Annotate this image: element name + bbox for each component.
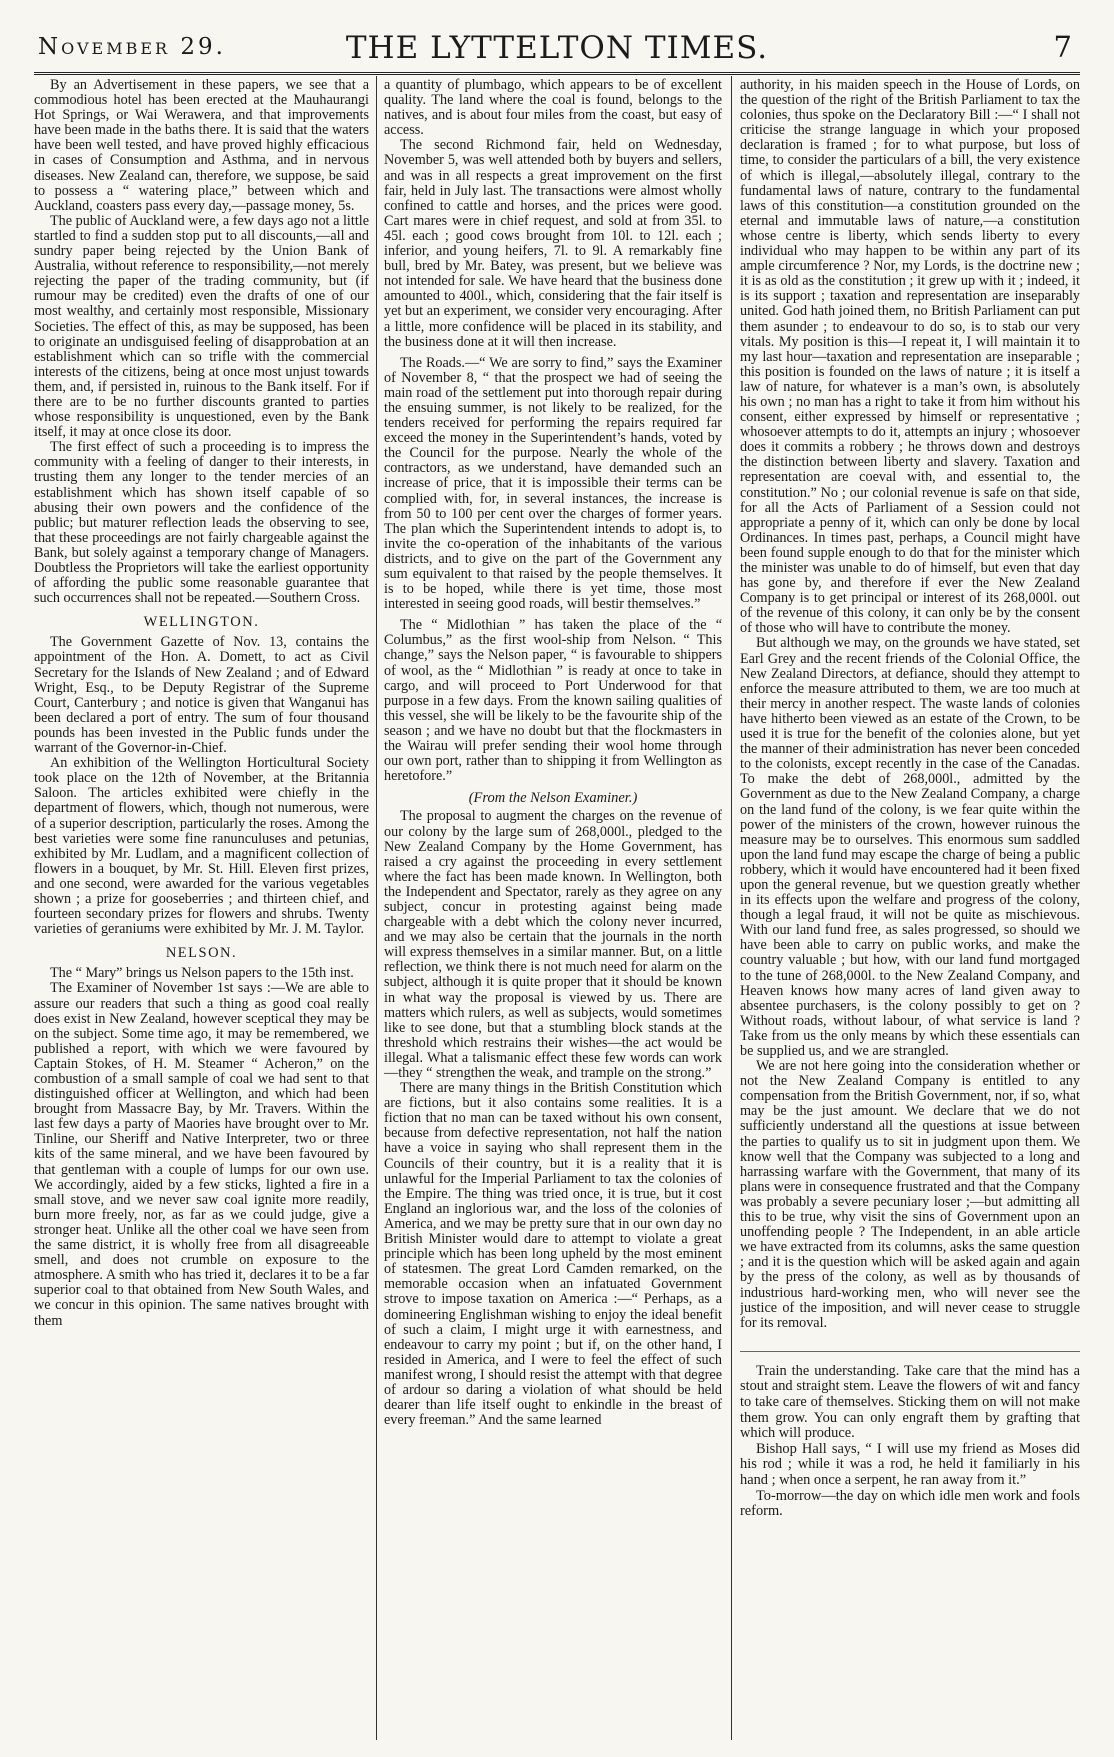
column-2	[384, 78, 722, 1738]
article-camden-continued: authority, in his maiden speech in the House of Lords, on the question of the right of the British Parliament to tax the colonies, thus spoke on the Declaratory Bill :—“ I shall not criticise the strange language in which your proposed declaration is framed ; for to what purpose, but loss of time, to consider the particulars of a bill, the very existence of which is illegal,—absolutely illegal, contrary to the fundamental laws of nature, contrary to the fundamental laws of this constitution—a constitution grounded on the eternal and immutable laws of nature,—a constitution whose centre is liberty, which sends liberty to every individual who may happen to be within any part of its ample circumference ? Nor, my Lords, is the doctrine new ; it is as old as the constitution ; it grew up with it ; indeed, it is its support ; taxation and representation are inseparably united. God hath joined them, no British Parliament can put them asunder ; to endeavour to do so, is to stab our very vitals. My position is this—I repeat it, I will maintain it to my last hour—taxation and representation are inseparable ; this position is founded on the laws of nature ; it is itself a law of nature, for whatever is a man’s own, is absolutely his own ; no man has a right to take it from him without his consent, either expressed by himself or representative ; whosoever attempts to do it, attempts an injury ; whosoever does it commits a robbery ; he throws down and destroys the distinction between liberty and slavery. Taxation and representation are coeval with, and essential to, the constitution.” No ; our colonial revenue is safe on that side, for all the Acts of Parliament of a Session could not appropriate a penny of it, which can only be done by local Ordinances. In times past, perhaps, a Council might have been found supple enough to do that for the minister which the minister was unable to do of himself, but even that day has gone by, and therefore if ever the New Zealand Company is to get principal or interest of its 268,000l. out of the revenue of this colony, it can only be by the consent of those who will have to contribute the money.	[740, 78, 1080, 637]
article-coal-continued: a quantity of plumbago, which appears to be of excellent quality. The land where the coal is found, belongs to the natives, and is about four miles from the coast, but easy of access.	[384, 78, 722, 139]
article-hot-springs: By an Advertisement in these papers, we see that a commodious hotel has been erected at the Mauhaurangi Hot Springs, or Wai Werawera, and that improvements have been made in the baths there. It is said that the waters have been well tested, and have proved highly efficacious in cases of Consumption and Asthma, and in nervous diseases. New Zealand can, therefore, we suppose, be said to possess a “ watering place,” between which and Auckland, coasters pass every day,—passage money, 5s.	[34, 78, 369, 214]
article-richmond-fair: The second Richmond fair, held on Wednesday, November 5, was well attended both by buyers and sellers, and was in all respects a great improvement on the first fair, held in July last. The transactions were almost wholly confined to cattle and horses, and the prices were good. Cart mares were in chief request, and sold at from 35l. to 45l. each ; good cows brought from 10l. to 12l. each ; inferior, and young heifers, 7l. to 9l. A remarkably fine bull, bred by Mr. Batey, was present, but we believe was not intended for sale. We have heard that the business done amounted to 400l., which, considering that the fair itself is yet but an experiment, we consider very encouraging. After a little, more confidence will be placed in its stability, and the business done at it will then increase.	[384, 137, 722, 350]
article-midlothian: The “ Midlothian ” has taken the place of the “ Columbus,” as the first wool-ship from Nelson. “ This change,” says the Nelson paper, “ is favourable to shippers of wool, as the “ Midlothian ” is ready at once to take in cargo, and will proceed to Port Underwood for that purpose in a few days. From the known sailing qualities of this vessel, she will be likely to be the favourite ship of the season ; and we have no doubt but that the flockmasters in the Wairau will prefer sending their wool home through our own port, rather than to shipping it from Wellington as heretofore.”	[384, 617, 722, 785]
section-heading-wellington: WELLINGTON.	[143, 614, 260, 631]
section-heading-nelson: NELSON.	[165, 945, 238, 962]
item-train-understanding: Train the understanding. Take care that the mind has a stout and straight stem. Leave the flowers of wit and fancy to take care of themselves. Sticking them on will not make them grow. You can only engraft them by grafting that which will produce.	[740, 1362, 1080, 1442]
masthead	[34, 28, 1080, 75]
column-1	[34, 78, 369, 1738]
short-items	[740, 1351, 1080, 1520]
column-3	[740, 78, 1080, 1738]
article-horticultural: An exhibition of the Wellington Horticultural Society took place on the 12th of November, at the Britannia Saloon. The articles exhibited were chiefly in the department of flowers, which, though not numerous, were of a superior description, particularly the roses. Among the best varieties were some fine ranunculuses and petunias, exhibited by Mr. Ludlam, and a magnificent collection of flowers in a bouquet, by Mr. St. Hill. Eleven first prizes, and one second, were awarded for the various vegetables shown ; a prize for gooseberries ; and thirteen chief, and fourteen secondary prizes for flowers and shrubs. Twenty varieties of geraniums were exhibited by Mr. J. M. Taylor.	[34, 755, 369, 938]
section-heading-examiner: (From the Nelson Examiner.)	[468, 790, 638, 807]
article-nelson-papers: The “ Mary” brings us Nelson papers to the 15th inst.	[50, 965, 354, 982]
article-bank: The public of Auckland were, a few days ago not a little startled to find a sudden stop put to all discounts,—all and sundry paper being rejected by the Union Bank of Australia, without reference to responsibility,—not merely rejecting the paper of the trading community, but (if rumour may be credited) even the drafts of one of our most wealthy, and certainly most responsible, Missionary Societies. The effect of this, as may be supposed, has been to originate an undisguised feeling of disapprobation at an establishment which can so trifle with the commercial interests of the citizens, being at once most unjust towards them, and, if persisted in, ruinous to the Bank itself. For if there are to be no further discounts granted to parties whose responsibility is unquestioned, even by the Bank itself, it may at once close its door.	[34, 212, 369, 441]
page-number: 7	[1053, 30, 1072, 64]
article-examiner-constitution: There are many things in the British Constitution which are fictions, but it also contains some realities. It is a fiction that no man can be taxed without his own consent, because from defective representation, not half the nation have a voice in saying who shall represent them in the Councils of their country, but it is a reality that it is unlawful for the Imperial Parliament to tax the colonies of the Empire. The thing was tried once, it is true, but it cost England an inglorious war, and the loss of the colonies of America, and we may be pretty sure that in our own day no British Minister would dare to attempt to violate a great principle which has been long upheld by the most eminent of statesmen. The great Lord Camden remarked, on the memorable occasion when an infatuated Government strove to impose taxation on America :—“ Perhaps, as a domineering Englishman wishing to enjoy the ideal benefit of such a claim, I might urge it with earnestness, and endeavour to carry my point ; but if, on the other hand, I resided in America, and I were to feel the effect of such manifest wrong, I should resist the attempt with that degree of ardour so daring a violation of what should be held dearer than life itself ought to enkindle in the breast of every freeman.” And the same learned	[384, 1080, 722, 1429]
article-roads: The Roads.—“ We are sorry to find,” says the Examiner of November 8, “ that the prospect we had of seeing the main road of the settlement put into thorough repair during the ensuing summer, is not likely to be realized, for the tenders received for performing the repairs required far exceed the money in the Superintendent’s hands, voted by the Council for the purpose. Nearly the whole of the contractors, as we understand, have demanded such an increase of price, that it is impossible their terms can be complied with, for, in several instances, the increase is from 50 to 100 per cent over the charges of former years. The plan which the Superintendent intends to adopt is, to invite the co-operation of the inhabitants of the various districts, and to give on the part of the Government any sum equivalent to that raised by the people themselves. It is to be hoped, while there is yet time, those most interested in seeing good roads, will bestir themselves.”	[384, 354, 722, 613]
item-bishop-hall: Bishop Hall says, “ I will use my friend as Moses did his rod ; while it was a rod, he held it familiarly in his hand ; when once a serpent, he ran away from it.”	[740, 1440, 1080, 1488]
item-to-morrow: To-morrow—the day on which idle men work and fools reform.	[740, 1487, 1080, 1520]
article-examiner-revenue: The proposal to augment the charges on the revenue of our colony by the large sum of 268,000l., pledged to the New Zealand Company by the Home Government, has raised a cry against the proceeding in every settlement where the fact has been made known. In Wellington, both the Independent and Spectator, rarely as they agree on any subject, concur in protesting against being made chargeable with a debt which the colony never incurred, and we may also be certain that the journals in the north will express themselves in a similar manner. But, on a little reflection, we think there is not much need for alarm on the subject, although it is quite proper that it should be known in what way the proposal is viewed by us. There are matters which rulers, as well as subjects, would sometimes like to see done, but that a stumbling block stands at the threshold which restrains their wishes—the act would be illegal. What a talismanic effect these few words can work—they “ strengthen the weak, and trample on the strong.”	[384, 808, 722, 1081]
article-earl-grey: But although we may, on the grounds we have stated, set Earl Grey and the recent friends of the Colonial Office, the New Zealand Directors, at defiance, should they attempt to enforce the measure attributed to them, we are too much at their mercy in another respect. The waste lands of colonies have hitherto been viewed as an estate of the Crown, to be used it is true for the benefit of the colonies alone, but yet the manner of their administration has never been conceded to the colonists, except recently in the case of the Canadas. To make the debt of 268,000l., admitted by the Government as due to the New Zealand Company, a charge on the land fund of the colony, is we fear quite within the power of the ministers of the crown, however ruinous the measure may be to ourselves. This enormous sum saddled upon the land fund may escape the charge of being a public robbery, which it would have encountered had it been fixed upon the general revenue, but we question greatly whether in its effects upon the welfare and progress of the colony, though a legal fraud, it will not be quite as mischievous. With our land fund free, as sales progressed, so should we have been able to carry on public works, and make the country valuable ; but how, with our land fund mortgaged to the tune of 268,000l. to the New Zealand Company, and Heaven knows how many acres of land given away to absentee purchasers, is the colony possibly to get on ? Without roads, without labour, of what service is land ? Take from us the only means by which these essentials can be supplied us, and we are strangled.	[740, 635, 1080, 1059]
newspaper-title: THE LYTTELTON TIMES.	[345, 30, 769, 66]
column-divider	[376, 76, 377, 1740]
article-wellington-gazette: The Government Gazette of Nov. 13, contains the appointment of the Hon. A. Domett, to act as Civil Secretary for the Islands of New Zealand ; and of Edward Wright, Esq., to be Deputy Registrar of the Supreme Court, Canterbury ; and notice is given that Wanganui has been declared a port of entry. The sum of four thousand pounds has been invested in the Public funds under the warrant of the Governor-in-Chief.	[34, 634, 369, 757]
issue-date: November 29.	[38, 34, 226, 60]
article-coal: The Examiner of November 1st says :—We are able to assure our readers that such a thing as good coal really does exist in New Zealand, however sceptical they may be on the subject. Some time ago, it may be remembered, we published a report, with which we were favoured by Captain Stokes, of H. M. Steamer “ Acheron,” on the combustion of a small sample of coal we had sent to that distinguished officer at Wellington, and which had been brought from Massacre Bay, by Mr. Travers. Within the last few days a party of Maories have brought over to Mr. Tinline, our Sheriff and Native Interpreter, two or three kits of the same mineral, and we have been favoured by that gentleman with a couple of lumps for our own use. We accordingly, aided by a few sticks, lighted a fire in a small stove, and we never saw coal ignite more readily, burn more freely, nor, as far as we could judge, give a stronger heat. Unlike all the other coal we have seen from the same district, it is wholly free from all disagreeable smell, and does not crumble on exposure to the atmosphere. A smith who has tried it, declares it to be a far superior coal to that obtained from New South Wales, and we concur in this opinion. The same natives brought with them	[34, 980, 369, 1329]
article-bank-continued: The first effect of such a proceeding is to impress the community with a feeling of danger to their interests, in trusting them any longer to the tender mercies of an establishment which has shown itself capable of so abusing their own powers and the confidence of the public; but maturer reflection leads the observing to see, that these proceedings are not fairly chargeable against the Bank, but solely against a temporary change of Managers. Doubtless the Proprietors will take the earliest opportunity of affording the public some reasonable guarantee that such occurrences shall not be repeated.—Southern Cross.	[34, 439, 369, 607]
column-divider	[731, 76, 732, 1740]
article-nz-company: We are not here going into the consideration whether or not the New Zealand Company is entitled to any compensation from the British Government, nor, if so, what may be the just amount. We declare that we do not sufficiently understand all the questions at issue between the parties to qualify us to sit in judgment upon them. We know well that the Company was subjected to a long and harrassing warfare with the Government, that many of its plans were in consequence frustrated and that the Company was probably a severe pecuniary loser ;—but admitting all this to be true, why visit the sins of Government upon an unoffending people ? The Independent, in an able article we have extracted from its columns, asks the same question ; and it is the question which will be asked again and again by the press of the colony, as well as by thousands of industrious hard-working men, who will never see the justice of the imposition, and will never cease to struggle for its removal.	[740, 1058, 1080, 1331]
